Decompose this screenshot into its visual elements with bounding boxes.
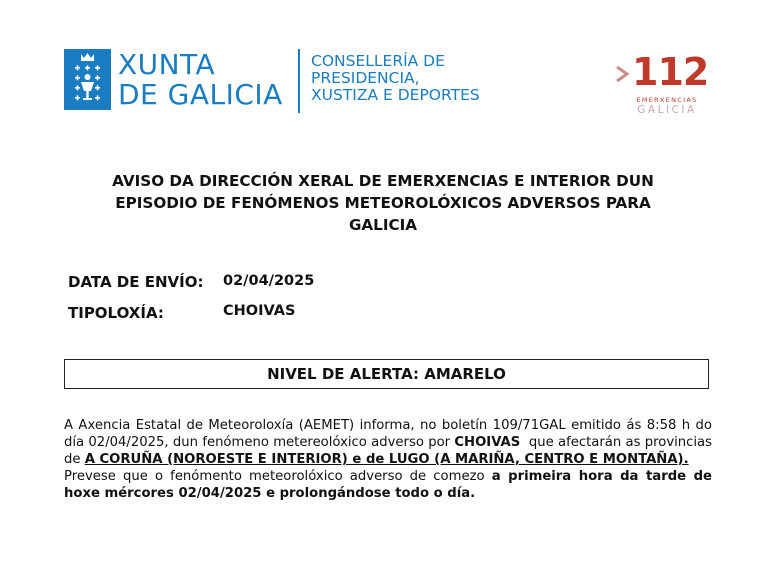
p1-text-a: A Axencia Estatal de Meteoroloxía (AEMET) informa, no boletín 109/71GAL emitido ás 8:58 h do día 02/04/2025, dun fenómeno metereolóxico adverso por [64, 418, 712, 450]
conselleria-name [311, 53, 480, 104]
title-line-2: EPISODIO DE FENÓMENOS METEOROLÓXICOS ADVERSOS PARA [115, 194, 651, 212]
paragraph-2 [64, 468, 712, 502]
xunta-line-1: XUNTA [118, 48, 216, 81]
date-label: DATA DE ENVÍO: [68, 273, 204, 291]
chevron-right-icon [616, 66, 630, 86]
logo-112-emerxencias: EMERXENCIAS [636, 96, 698, 104]
logo-112-number: 112 [632, 50, 709, 94]
xunta-wordmark [118, 50, 283, 110]
p2-text-a: Prevese que o fenómento meteorolóxico adverso de comezo [64, 469, 492, 484]
conselleria-line-2: PRESIDENCIA, [311, 69, 420, 87]
p2-timing: a primeira hora da tarde de hoxe mércores 02/04/2025 e prolongándose todo o día. [64, 469, 712, 501]
logo-divider [298, 49, 300, 113]
alert-level-text: NIVEL DE ALERTA: AMARELO [267, 365, 506, 383]
title-line-3: GALICIA [348, 216, 418, 234]
p1-text-c: que afectarán as provincias de [64, 435, 717, 467]
alert-level-box [64, 359, 709, 389]
p1-phenomenon: CHOIVAS [454, 435, 521, 450]
page-title [80, 170, 686, 236]
p1-affected-areas: A CORUÑA (NOROESTE E INTERIOR) e de LUGO (A MARIÑA, CENTRO E MONTAÑA). [84, 452, 689, 467]
xunta-crest-icon [64, 49, 111, 110]
body-text [64, 417, 717, 502]
paragraph-1 [64, 417, 717, 468]
title-line-1: AVISO DA DIRECCIÓN XERAL DE EMERXENCIAS E INTERIOR DUN [112, 172, 654, 190]
date-value: 02/04/2025 [223, 273, 315, 289]
type-value: CHOIVAS [223, 303, 296, 319]
type-label: TIPOLOXÍA: [68, 304, 164, 322]
logo-112-galicia: GALICIA [637, 104, 697, 116]
conselleria-line-1: CONSELLERÍA DE [311, 52, 445, 70]
xunta-line-2: DE GALICIA [118, 78, 283, 111]
conselleria-line-3: XUSTIZA E DEPORTES [311, 86, 480, 104]
